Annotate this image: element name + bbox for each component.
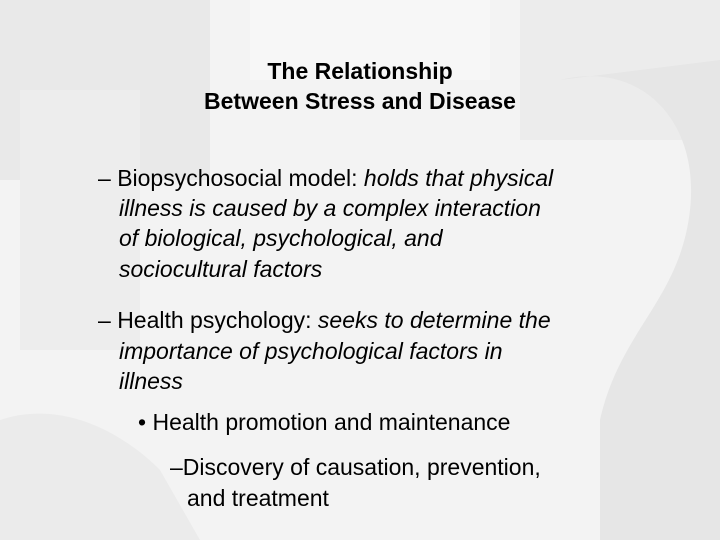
bullet-biopsychosocial [98, 163, 553, 193]
sub-bullet-health-promotion [138, 407, 510, 437]
sub-bullet-text: Health promotion and maintenance [152, 409, 511, 435]
dash-marker: – [170, 454, 183, 480]
definition-line [119, 254, 322, 284]
definition-line [119, 336, 503, 366]
definition-line: holds that physical [363, 165, 554, 191]
dash-marker: – [98, 307, 111, 333]
definition-text: importance of psychological factors in [119, 338, 503, 364]
term-health-psychology: Health psychology: [117, 307, 312, 333]
definition-line: seeks to determine the [317, 307, 551, 333]
bullet-health-psychology [98, 305, 551, 335]
term-biopsychosocial: Biopsychosocial model: [117, 165, 358, 191]
sub-sub-bullet-text: Discovery of causation, prevention, [182, 454, 541, 480]
definition-line [119, 193, 541, 223]
bullet-marker: • [138, 409, 147, 435]
definition-text: illness [119, 368, 183, 394]
title-line-1: The Relationship [267, 58, 453, 84]
sub-sub-bullet-discovery [170, 452, 541, 482]
title-line-2: Between Stress and Disease [204, 88, 516, 114]
definition-line [119, 366, 183, 396]
definition-line [119, 223, 442, 253]
definition-text: of biological, psychological, and [119, 225, 443, 251]
sub-sub-bullet-text: and treatment [187, 485, 329, 511]
definition-text: illness is caused by a complex interaction [119, 195, 541, 221]
sub-sub-bullet-continuation [187, 483, 329, 513]
definition-text: sociocultural factors [119, 256, 323, 282]
dash-marker: – [98, 165, 111, 191]
